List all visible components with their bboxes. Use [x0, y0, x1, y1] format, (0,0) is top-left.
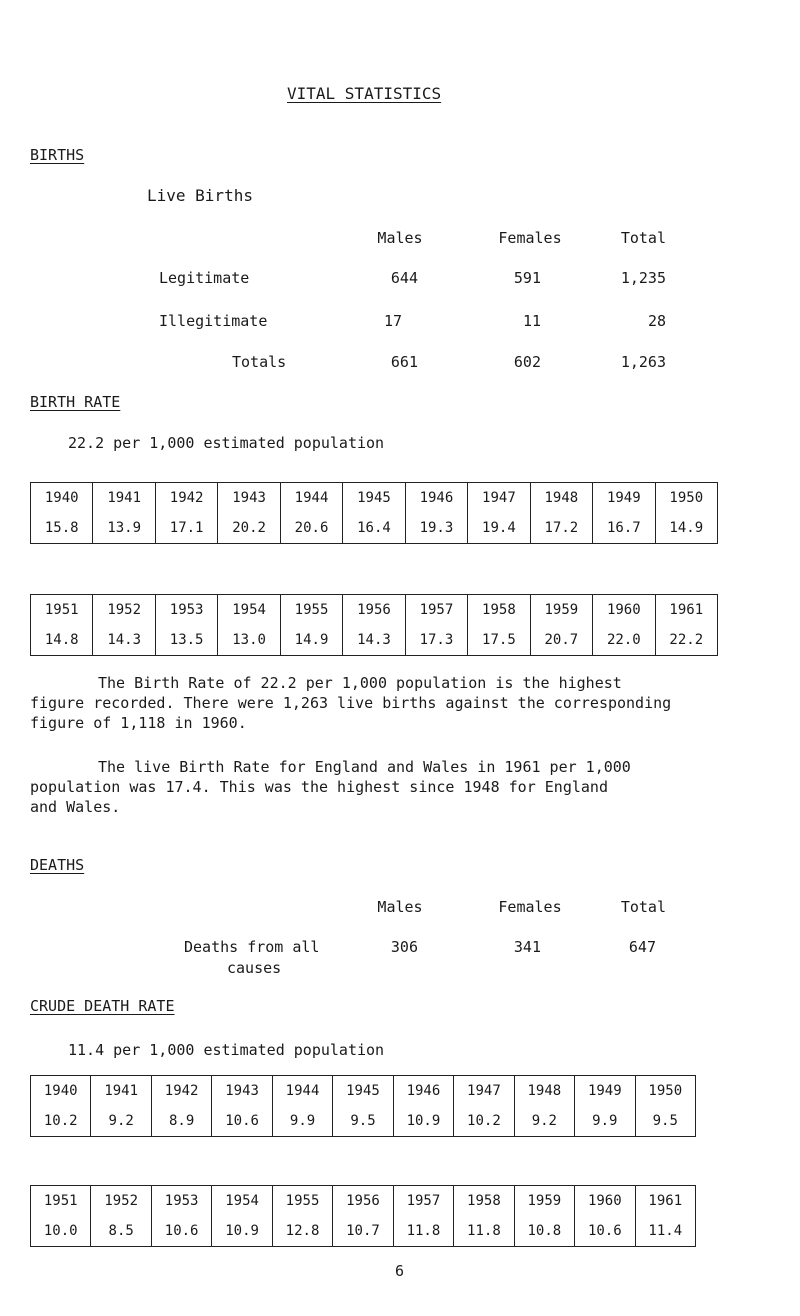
rate-value: 13.0 — [232, 632, 266, 648]
rate-value: 17.2 — [544, 520, 579, 536]
year-label: 1942 — [169, 490, 204, 506]
crude-death-rate-heading: CRUDE DEATH RATE — [30, 997, 175, 1015]
rate-value: 20.7 — [544, 632, 579, 648]
year-cell — [655, 483, 717, 544]
rate-value: 13.9 — [107, 520, 142, 536]
crude-death-rate-text: 11.4 per 1,000 estimated population — [68, 1041, 385, 1059]
year-label: 1957 — [419, 602, 454, 618]
year-label: 1947 — [482, 490, 516, 506]
births-col-females: Females — [498, 229, 562, 247]
year-label: 1956 — [346, 1193, 380, 1209]
year-cell — [405, 595, 467, 656]
year-label: 1941 — [104, 1083, 139, 1099]
year-label: 1944 — [294, 490, 329, 506]
year-label: 1955 — [285, 1193, 320, 1209]
births-cell: 591 — [513, 269, 541, 287]
year-label: 1945 — [346, 1083, 380, 1099]
rate-value: 9.2 — [531, 1113, 557, 1129]
year-label: 1943 — [232, 490, 266, 506]
deaths-col-total: Total — [620, 898, 666, 916]
deaths-cell: 306 — [390, 938, 418, 956]
year-label: 1955 — [294, 602, 329, 618]
year-label: 1950 — [648, 1083, 683, 1099]
year-label: 1943 — [225, 1083, 259, 1099]
births-cell: 28 — [647, 312, 666, 330]
year-cell — [31, 595, 93, 656]
rate-value: 13.5 — [169, 632, 204, 648]
year-cell — [212, 1186, 272, 1247]
year-cell — [468, 595, 530, 656]
year-label: 1947 — [467, 1083, 501, 1099]
births-cell: 1,235 — [620, 269, 666, 287]
year-label: 1951 — [44, 602, 79, 618]
year-cell — [454, 1186, 514, 1247]
year-label: 1940 — [43, 1083, 78, 1099]
page-number: 6 — [395, 1262, 405, 1280]
year-label: 1946 — [406, 1083, 441, 1099]
births-row-label: Illegitimate — [159, 312, 268, 330]
rate-value: 16.7 — [606, 520, 641, 536]
rate-value: 15.8 — [44, 520, 79, 536]
year-cell — [593, 483, 655, 544]
year-cell — [343, 595, 405, 656]
rate-value: 20.2 — [232, 520, 266, 536]
deaths-cell: 647 — [628, 938, 656, 956]
year-cell — [343, 483, 405, 544]
year-cell — [593, 595, 655, 656]
birth-rate-text: 22.2 per 1,000 estimated population — [68, 434, 385, 452]
year-label: 1940 — [44, 490, 79, 506]
rate-value: 10.6 — [225, 1113, 259, 1129]
year-label: 1952 — [107, 602, 142, 618]
year-label: 1946 — [419, 490, 454, 506]
rate-value: 19.3 — [419, 520, 454, 536]
rate-value: 19.4 — [482, 520, 516, 536]
year-cell — [31, 1186, 91, 1247]
birth-rate-heading: BIRTH RATE — [30, 393, 121, 411]
year-cell — [212, 1076, 272, 1137]
year-cell — [151, 1076, 211, 1137]
year-label: 1959 — [527, 1193, 562, 1209]
rate-value: 22.2 — [669, 632, 704, 648]
birth-rate-table-1940-1950 — [30, 482, 718, 544]
year-cell — [91, 1076, 151, 1137]
year-label: 1957 — [406, 1193, 441, 1209]
year-cell — [468, 483, 530, 544]
rate-value: 9.9 — [592, 1113, 618, 1129]
rate-value: 9.5 — [350, 1113, 376, 1129]
year-cell — [405, 483, 467, 544]
rate-value: 14.3 — [357, 632, 391, 648]
year-label: 1949 — [606, 490, 641, 506]
year-label: 1950 — [669, 490, 704, 506]
year-cell — [655, 595, 717, 656]
rate-value: 10.0 — [43, 1223, 78, 1239]
page-title: VITAL STATISTICS — [287, 84, 442, 103]
rate-value: 14.3 — [107, 632, 142, 648]
deaths-heading: DEATHS — [30, 856, 85, 874]
births-cell: 17 — [383, 312, 402, 330]
year-cell — [333, 1186, 393, 1247]
rate-value: 14.9 — [294, 632, 329, 648]
year-cell — [218, 483, 280, 544]
year-cell — [155, 483, 217, 544]
year-label: 1948 — [527, 1083, 562, 1099]
year-cell — [272, 1076, 332, 1137]
year-label: 1941 — [107, 490, 142, 506]
rate-value: 20.6 — [294, 520, 329, 536]
year-cell — [454, 1076, 514, 1137]
rate-value: 10.6 — [164, 1223, 199, 1239]
births-col-total: Total — [620, 229, 666, 247]
births-row-label: Totals — [232, 353, 287, 371]
year-cell — [93, 483, 155, 544]
births-row-label: Legitimate — [159, 269, 250, 287]
deaths-cell: 341 — [513, 938, 541, 956]
rate-value: 22.0 — [606, 632, 641, 648]
year-label: 1952 — [104, 1193, 139, 1209]
births-cell: 661 — [390, 353, 418, 371]
year-cell — [530, 595, 592, 656]
rate-value: 10.6 — [587, 1223, 622, 1239]
year-label: 1959 — [544, 602, 579, 618]
rate-value: 8.5 — [108, 1223, 134, 1239]
year-cell — [575, 1186, 635, 1247]
year-cell — [280, 483, 342, 544]
births-cell: 602 — [513, 353, 541, 371]
year-cell — [635, 1076, 695, 1137]
deaths-row-label-cont: causes — [227, 959, 282, 977]
year-label: 1954 — [225, 1193, 259, 1209]
births-cell: 644 — [390, 269, 418, 287]
births-cell: 11 — [522, 312, 541, 330]
births-cell: 1,263 — [620, 353, 666, 371]
year-cell — [530, 483, 592, 544]
rate-value: 14.9 — [669, 520, 704, 536]
year-cell — [218, 595, 280, 656]
year-cell — [31, 1076, 91, 1137]
rate-value: 9.2 — [108, 1113, 134, 1129]
year-cell — [91, 1186, 151, 1247]
year-label: 1958 — [482, 602, 516, 618]
year-cell — [575, 1076, 635, 1137]
rate-value: 11.8 — [406, 1223, 441, 1239]
year-label: 1958 — [467, 1193, 501, 1209]
paragraph-line: figure of 1,118 in 1960. — [30, 714, 247, 732]
year-label: 1953 — [164, 1193, 199, 1209]
year-cell — [333, 1076, 393, 1137]
death-rate-table-1951-1961 — [30, 1185, 696, 1247]
paragraph-line: population was 17.4. This was the highest since 1948 for England — [30, 778, 608, 796]
paragraph-line: The Birth Rate of 22.2 per 1,000 population is the highest — [98, 674, 622, 692]
year-label: 1961 — [669, 602, 704, 618]
rate-value: 17.3 — [419, 632, 454, 648]
births-heading: BIRTHS — [30, 146, 85, 164]
death-rate-table-1940-1950 — [30, 1075, 696, 1137]
live-births-subheading: Live Births — [147, 186, 253, 205]
paragraph-line: and Wales. — [30, 798, 121, 816]
year-label: 1956 — [357, 602, 391, 618]
rate-value: 14.8 — [44, 632, 79, 648]
rate-value: 10.9 — [225, 1223, 259, 1239]
deaths-row-label: Deaths from all — [184, 938, 320, 956]
births-col-males: Males — [377, 229, 423, 247]
year-label: 1948 — [544, 490, 579, 506]
rate-value: 8.9 — [168, 1113, 195, 1129]
rate-value: 9.5 — [652, 1113, 678, 1129]
year-label: 1953 — [169, 602, 204, 618]
year-label: 1961 — [648, 1193, 683, 1209]
year-label: 1954 — [232, 602, 266, 618]
year-cell — [514, 1076, 574, 1137]
year-cell — [635, 1186, 695, 1247]
year-cell — [151, 1186, 211, 1247]
birth-rate-paragraph-1 — [30, 673, 671, 733]
year-label: 1960 — [606, 602, 641, 618]
deaths-col-females: Females — [498, 898, 562, 916]
year-cell — [514, 1186, 574, 1247]
rate-value: 16.4 — [357, 520, 391, 536]
rate-value: 17.5 — [482, 632, 516, 648]
year-label: 1949 — [587, 1083, 622, 1099]
rate-value: 17.1 — [169, 520, 204, 536]
year-cell — [393, 1186, 453, 1247]
rate-value: 10.9 — [406, 1113, 441, 1129]
year-label: 1944 — [285, 1083, 320, 1099]
rate-value: 12.8 — [285, 1223, 320, 1239]
rate-value: 10.8 — [527, 1223, 562, 1239]
deaths-col-males: Males — [377, 898, 423, 916]
paragraph-line: figure recorded. There were 1,263 live births against the corresponding — [30, 694, 672, 712]
rate-value: 11.4 — [648, 1223, 683, 1239]
year-label: 1942 — [164, 1083, 199, 1099]
rate-value: 10.2 — [43, 1113, 78, 1129]
rate-value: 9.9 — [289, 1113, 316, 1129]
birth-rate-table-1951-1961 — [30, 594, 718, 656]
year-cell — [393, 1076, 453, 1137]
year-cell — [272, 1186, 332, 1247]
year-cell — [31, 483, 93, 544]
rate-value: 10.7 — [346, 1223, 380, 1239]
rate-value: 11.8 — [467, 1223, 501, 1239]
year-label: 1951 — [43, 1193, 78, 1209]
year-label: 1945 — [357, 490, 391, 506]
paragraph-line: The live Birth Rate for England and Wales in 1961 per 1,000 — [98, 758, 631, 776]
year-cell — [93, 595, 155, 656]
birth-rate-paragraph-2 — [30, 757, 631, 817]
rate-value: 10.2 — [467, 1113, 501, 1129]
year-label: 1960 — [587, 1193, 622, 1209]
year-cell — [280, 595, 342, 656]
year-cell — [155, 595, 217, 656]
